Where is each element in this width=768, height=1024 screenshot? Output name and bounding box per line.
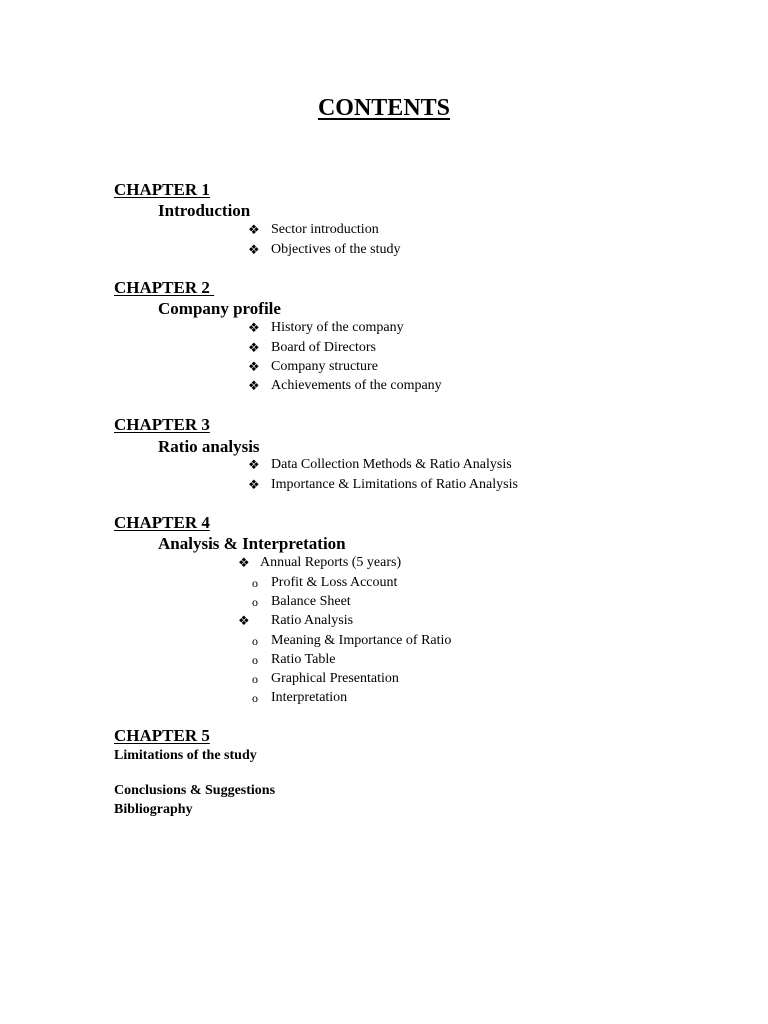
diamond-bullet-icon: ❖ — [248, 222, 260, 237]
chapter-1-heading: CHAPTER 1 — [114, 180, 210, 199]
diamond-bullet-icon: ❖ — [248, 457, 260, 472]
diamond-bullet-icon: ❖ — [248, 242, 260, 257]
chapter-4-subtitle: Analysis & Interpretation — [158, 534, 346, 553]
diamond-bullet-icon: ❖ — [238, 555, 250, 570]
bibliography-entry: Bibliography — [114, 802, 193, 817]
chapter-4-heading: CHAPTER 4 — [114, 513, 210, 532]
circle-bullet-icon: o — [252, 691, 258, 705]
chapter-5-subtitle: Limitations of the study — [114, 748, 257, 763]
diamond-bullet-icon: ❖ — [248, 359, 260, 374]
circle-bullet-icon: o — [252, 634, 258, 648]
circle-bullet-icon: o — [252, 576, 258, 590]
diamond-bullet-icon: ❖ — [248, 340, 260, 355]
diamond-bullet-icon: ❖ — [248, 477, 260, 492]
diamond-bullet-icon: ❖ — [248, 378, 260, 393]
chapter-2-subtitle: Company profile — [158, 299, 281, 318]
chapter-3-heading: CHAPTER 3 — [114, 415, 210, 434]
chapter-5-heading: CHAPTER 5 — [114, 726, 210, 745]
circle-bullet-icon: o — [252, 653, 258, 667]
page-title: CONTENTS — [317, 95, 451, 121]
diamond-bullet-icon: ❖ — [238, 613, 250, 628]
diamond-bullet-icon: ❖ — [248, 320, 260, 335]
circle-bullet-icon: o — [252, 595, 258, 609]
chapter-2-heading: CHAPTER 2 — [114, 278, 215, 297]
chapter-3-subtitle: Ratio analysis — [158, 437, 260, 456]
circle-bullet-icon: o — [252, 672, 258, 686]
chapter-1-subtitle: Introduction — [158, 201, 251, 220]
conclusions-entry: Conclusions & Suggestions — [114, 783, 276, 798]
